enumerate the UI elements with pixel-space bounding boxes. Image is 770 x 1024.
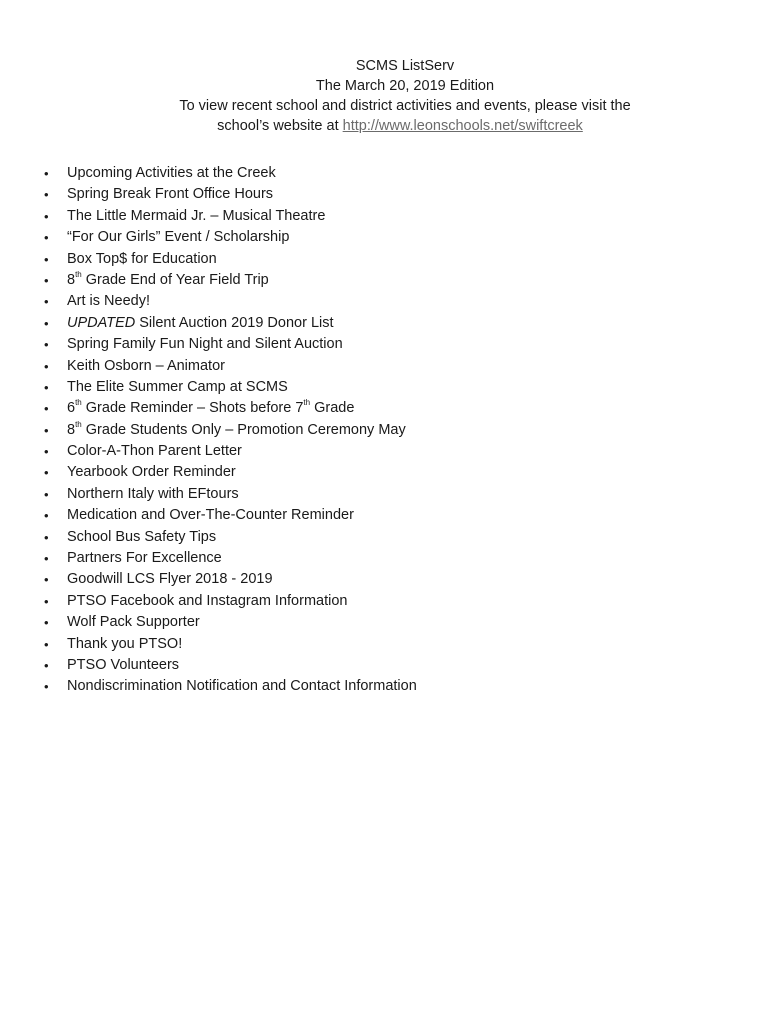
toc-list-item xyxy=(44,356,417,377)
toc-item-label: Thank you PTSO! xyxy=(67,635,183,652)
toc-list-item xyxy=(44,505,417,526)
toc-item-label: School Bus Safety Tips xyxy=(67,528,217,545)
bullet-icon: • xyxy=(44,208,49,224)
toc-item-suffix: Grade Students Only – Promotion Ceremony May xyxy=(81,421,406,438)
toc-item-label: Medication and Over-The-Counter Reminder xyxy=(67,507,354,524)
toc-list-item xyxy=(44,313,417,334)
website-line xyxy=(0,116,770,136)
bullet-icon: • xyxy=(44,465,49,481)
bullet-icon: • xyxy=(44,657,49,673)
ordinal-suffix: th xyxy=(75,398,82,408)
bullet-icon: • xyxy=(44,315,49,331)
toc-item-label: Wolf Pack Supporter xyxy=(67,614,200,631)
toc-item-emphasis: UPDATED xyxy=(67,314,136,331)
toc-list-item xyxy=(44,377,417,398)
toc-item-label: Upcoming Activities at the Creek xyxy=(67,165,276,181)
toc-list-item xyxy=(44,676,417,697)
toc-list-item xyxy=(44,163,417,184)
toc-item-prefix: 6 xyxy=(67,400,76,417)
bullet-icon: • xyxy=(44,679,49,695)
toc-item-label: The Little Mermaid Jr. – Musical Theatre xyxy=(67,207,326,224)
table-of-contents xyxy=(44,163,417,698)
edition-date: The March 20, 2019 Edition xyxy=(315,78,495,94)
website-link[interactable]: http://www.leonschools.net/swiftcreek xyxy=(342,118,583,134)
ordinal-suffix: th xyxy=(75,270,82,280)
bullet-icon: • xyxy=(44,187,49,203)
bullet-icon: • xyxy=(44,251,49,267)
toc-item-suffix: Grade xyxy=(310,400,355,417)
newsletter-header xyxy=(0,56,770,136)
toc-item-prefix: 8 xyxy=(67,421,76,438)
toc-item-label: The Elite Summer Camp at SCMS xyxy=(67,378,288,395)
toc-item-label: Art is Needy! xyxy=(67,293,150,310)
toc-list-item xyxy=(44,441,417,462)
toc-item-label: Nondiscrimination Notification and Contact Information xyxy=(67,678,417,695)
website-prefix: school’s website at xyxy=(217,118,343,134)
toc-item-label: Partners For Excellence xyxy=(67,550,222,567)
toc-item-label: Color-A-Thon Parent Letter xyxy=(67,443,242,460)
toc-list-item xyxy=(44,484,417,505)
toc-list-item xyxy=(44,249,417,270)
toc-item-label xyxy=(67,272,269,288)
toc-item-label: “For Our Girls” Event / Scholarship xyxy=(67,229,290,246)
ordinal-suffix: th xyxy=(75,419,82,429)
toc-list-item xyxy=(44,634,417,655)
bullet-icon: • xyxy=(44,636,49,652)
toc-list-item xyxy=(44,420,417,441)
toc-item-prefix: 8 xyxy=(67,271,76,288)
toc-item-label: Goodwill LCS Flyer 2018 - 2019 xyxy=(67,571,273,588)
toc-item-label xyxy=(67,419,406,438)
intro-text: To view recent school and district activities and events, please visit the xyxy=(179,98,631,114)
bullet-icon: • xyxy=(44,401,49,417)
toc-item-suffix: Silent Auction 2019 Donor List xyxy=(135,314,334,331)
toc-item-middle: Grade Reminder – Shots before 7 xyxy=(81,400,304,417)
toc-list-item xyxy=(44,548,417,569)
newsletter-title: SCMS ListServ xyxy=(355,58,455,74)
bullet-icon: • xyxy=(44,166,49,181)
bullet-icon: • xyxy=(44,486,49,502)
bullet-icon: • xyxy=(44,358,49,374)
toc-list-item xyxy=(44,612,417,633)
toc-item-label: PTSO Facebook and Instagram Information xyxy=(67,592,348,609)
toc-item-suffix: Grade End of Year Field Trip xyxy=(81,271,269,288)
bullet-icon: • xyxy=(44,379,49,395)
bullet-icon: • xyxy=(44,551,49,567)
toc-item-label: Northern Italy with EFtours xyxy=(67,485,239,502)
bullet-icon: • xyxy=(44,508,49,524)
toc-list-item xyxy=(44,569,417,590)
bullet-icon: • xyxy=(44,337,49,353)
toc-item-label: PTSO Volunteers xyxy=(67,656,180,673)
toc-list-item xyxy=(44,184,417,205)
toc-list-item xyxy=(44,591,417,612)
toc-list-item xyxy=(44,527,417,548)
toc-item-label: Box Top$ for Education xyxy=(67,250,217,267)
bullet-icon: • xyxy=(44,294,49,310)
bullet-icon: • xyxy=(44,593,49,609)
bullet-icon: • xyxy=(44,230,49,246)
toc-list-item xyxy=(44,398,417,419)
toc-list-item xyxy=(44,655,417,676)
bullet-icon: • xyxy=(44,272,49,288)
toc-item-label xyxy=(67,315,334,331)
toc-list-item xyxy=(44,462,417,483)
toc-list-item xyxy=(44,227,417,248)
bullet-icon: • xyxy=(44,422,49,438)
toc-item-label xyxy=(67,400,354,416)
bullet-icon: • xyxy=(44,572,49,588)
bullet-icon: • xyxy=(44,444,49,460)
ordinal-suffix: th xyxy=(303,398,311,408)
bullet-icon: • xyxy=(44,529,49,545)
toc-item-label: Keith Osborn – Animator xyxy=(67,357,225,374)
toc-list-item xyxy=(44,206,417,227)
toc-list-item xyxy=(44,270,417,291)
toc-item-label: Spring Break Front Office Hours xyxy=(67,186,274,203)
bullet-icon: • xyxy=(44,615,49,631)
toc-item-label: Yearbook Order Reminder xyxy=(67,464,236,481)
toc-list-item xyxy=(44,334,417,355)
toc-item-label: Spring Family Fun Night and Silent Auction xyxy=(67,336,343,353)
toc-list-item xyxy=(44,291,417,312)
